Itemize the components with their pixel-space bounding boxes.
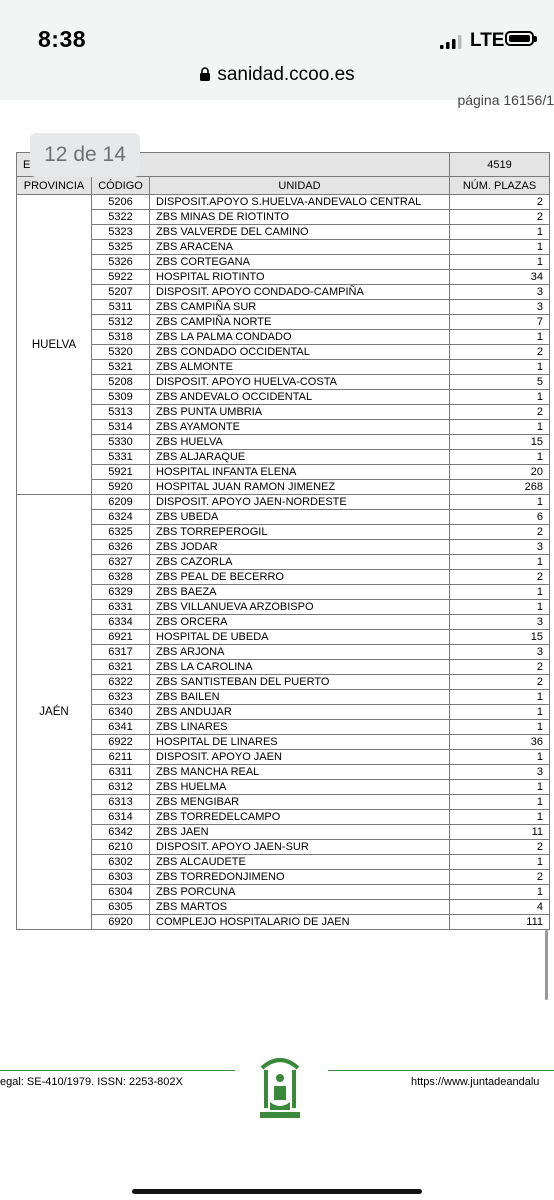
plazas-cell: 15 [450, 630, 550, 645]
table-row [17, 360, 550, 375]
table-row [17, 600, 550, 615]
codigo-cell: 6305 [92, 900, 150, 915]
unidad-cell: ZBS LINARES [150, 720, 450, 735]
codigo-cell: 6328 [92, 570, 150, 585]
provincia-cell: HUELVA [17, 195, 92, 495]
unidad-cell: ZBS SANTISTEBAN DEL PUERTO [150, 675, 450, 690]
plazas-cell: 2 [450, 870, 550, 885]
codigo-cell: 6340 [92, 705, 150, 720]
unidad-cell: ZBS VILLANUEVA ARZOBISPO [150, 600, 450, 615]
unidad-cell: ZBS CAMPIÑA SUR [150, 300, 450, 315]
table-row [17, 675, 550, 690]
home-indicator[interactable] [132, 1189, 422, 1194]
table-row [17, 660, 550, 675]
battery-icon [505, 31, 534, 46]
plazas-cell: 1 [450, 810, 550, 825]
codigo-cell: 6211 [92, 750, 150, 765]
page-header-cutoff: página 16156/1 [457, 92, 554, 108]
unidad-cell: ZBS ANDUJAR [150, 705, 450, 720]
unidad-cell: HOSPITAL DE UBEDA [150, 630, 450, 645]
unidad-cell: ZBS CONDADO OCCIDENTAL [150, 345, 450, 360]
table-row [17, 765, 550, 780]
unidad-cell: ZBS MANCHA REAL [150, 765, 450, 780]
table-row [17, 465, 550, 480]
footer-legal: egal: SE-410/1979. ISSN: 2253-802X [0, 1076, 183, 1088]
table-row [17, 735, 550, 750]
plazas-cell: 11 [450, 825, 550, 840]
unidad-cell: ZBS PORCUNA [150, 885, 450, 900]
plazas-cell: 1 [450, 330, 550, 345]
codigo-cell: 6303 [92, 870, 150, 885]
codigo-cell: 5921 [92, 465, 150, 480]
codigo-cell: 5922 [92, 270, 150, 285]
unidad-cell: ZBS UBEDA [150, 510, 450, 525]
table-row [17, 435, 550, 450]
plazas-cell: 1 [450, 855, 550, 870]
plazas-cell: 3 [450, 285, 550, 300]
table-row [17, 870, 550, 885]
url-text: sanidad.ccoo.es [217, 64, 355, 85]
table-row [17, 480, 550, 495]
junta-andalucia-logo [258, 1056, 302, 1122]
codigo-cell: 5326 [92, 255, 150, 270]
unidad-cell: ZBS CAMPIÑA NORTE [150, 315, 450, 330]
table-row [17, 330, 550, 345]
table-row [17, 915, 550, 930]
col-codigo: CÓDIGO [92, 177, 150, 195]
table-title-cell: E [17, 153, 450, 177]
codigo-cell: 5320 [92, 345, 150, 360]
unidad-cell: ZBS LA CAROLINA [150, 660, 450, 675]
unidad-cell: ZBS ALJARAQUE [150, 450, 450, 465]
table-row [17, 885, 550, 900]
plazas-cell: 1 [450, 690, 550, 705]
plazas-cell: 1 [450, 255, 550, 270]
table-row [17, 555, 550, 570]
codigo-cell: 5208 [92, 375, 150, 390]
unidad-cell: ZBS PUNTA UMBRIA [150, 405, 450, 420]
unidad-cell: ZBS ANDEVALO OCCIDENTAL [150, 390, 450, 405]
unidad-cell: DISPOSIT. APOYO CONDADO-CAMPIÑA [150, 285, 450, 300]
lock-icon [199, 67, 211, 81]
plazas-cell: 1 [450, 420, 550, 435]
plazas-cell: 2 [450, 525, 550, 540]
plazas-cell: 1 [450, 885, 550, 900]
codigo-cell: 5312 [92, 315, 150, 330]
col-plazas: NÚM. PLAZAS [450, 177, 550, 195]
table-row [17, 825, 550, 840]
plazas-table [16, 152, 550, 930]
codigo-cell: 6209 [92, 495, 150, 510]
footer-divider-left [0, 1070, 235, 1071]
table-row [17, 315, 550, 330]
plazas-cell: 3 [450, 765, 550, 780]
plazas-cell: 1 [450, 780, 550, 795]
unidad-cell: HOSPITAL INFANTA ELENA [150, 465, 450, 480]
codigo-cell: 6922 [92, 735, 150, 750]
codigo-cell: 6326 [92, 540, 150, 555]
table-row [17, 750, 550, 765]
unidad-cell: ZBS JAEN [150, 825, 450, 840]
table-row [17, 540, 550, 555]
codigo-cell: 6325 [92, 525, 150, 540]
table-row [17, 855, 550, 870]
unidad-cell: ZBS MINAS DE RIOTINTO [150, 210, 450, 225]
unidad-cell: ZBS HUELVA [150, 435, 450, 450]
plazas-cell: 1 [450, 225, 550, 240]
table-row [17, 210, 550, 225]
codigo-cell: 5314 [92, 420, 150, 435]
plazas-cell: 1 [450, 705, 550, 720]
table-row [17, 645, 550, 660]
unidad-cell: ZBS MENGIBAR [150, 795, 450, 810]
table-row [17, 570, 550, 585]
plazas-cell: 1 [450, 585, 550, 600]
unidad-cell: ZBS ARJONA [150, 645, 450, 660]
table-row [17, 810, 550, 825]
table-row [17, 720, 550, 735]
codigo-cell: 6342 [92, 825, 150, 840]
unidad-cell: ZBS JODAR [150, 540, 450, 555]
unidad-cell: ZBS ALCAUDETE [150, 855, 450, 870]
codigo-cell: 5920 [92, 480, 150, 495]
unidad-cell: ZBS ALMONTE [150, 360, 450, 375]
plazas-cell: 1 [450, 450, 550, 465]
table-row [17, 420, 550, 435]
unidad-cell: HOSPITAL JUAN RAMON JIMENEZ [150, 480, 450, 495]
table-row [17, 255, 550, 270]
plazas-cell: 2 [450, 570, 550, 585]
col-unidad: UNIDAD [150, 177, 450, 195]
footer-url[interactable]: https://www.juntadeandalu [411, 1076, 540, 1088]
table-row [17, 285, 550, 300]
unidad-cell: ZBS AYAMONTE [150, 420, 450, 435]
table-row [17, 225, 550, 240]
status-bar [0, 0, 554, 100]
codigo-cell: 6334 [92, 615, 150, 630]
plazas-cell: 268 [450, 480, 550, 495]
codigo-cell: 6314 [92, 810, 150, 825]
table-row [17, 525, 550, 540]
unidad-cell: HOSPITAL RIOTINTO [150, 270, 450, 285]
codigo-cell: 6920 [92, 915, 150, 930]
plazas-cell: 1 [450, 600, 550, 615]
unidad-cell: ZBS LA PALMA CONDADO [150, 330, 450, 345]
unidad-cell: ZBS HUELMA [150, 780, 450, 795]
plazas-cell: 111 [450, 915, 550, 930]
codigo-cell: 5313 [92, 405, 150, 420]
codigo-cell: 5331 [92, 450, 150, 465]
table-row [17, 900, 550, 915]
plazas-cell: 3 [450, 300, 550, 315]
table-row [17, 390, 550, 405]
table-row [17, 240, 550, 255]
unidad-cell: DISPOSIT. APOYO JAEN-SUR [150, 840, 450, 855]
provincia-cell: JAÉN [17, 495, 92, 930]
plazas-cell: 2 [450, 675, 550, 690]
plazas-cell: 2 [450, 210, 550, 225]
table-row [17, 300, 550, 315]
table-row [17, 375, 550, 390]
table-row [17, 195, 550, 210]
codigo-cell: 6341 [92, 720, 150, 735]
codigo-cell: 5206 [92, 195, 150, 210]
codigo-cell: 5311 [92, 300, 150, 315]
codigo-cell: 5330 [92, 435, 150, 450]
codigo-cell: 6327 [92, 555, 150, 570]
codigo-cell: 5309 [92, 390, 150, 405]
url-bar[interactable] [0, 64, 554, 86]
unidad-cell: ZBS TORREDONJIMENO [150, 870, 450, 885]
unidad-cell: ZBS MARTOS [150, 900, 450, 915]
plazas-cell: 1 [450, 555, 550, 570]
codigo-cell: 6321 [92, 660, 150, 675]
codigo-cell: 6323 [92, 690, 150, 705]
unidad-cell: ZBS TORREDELCAMPO [150, 810, 450, 825]
codigo-cell: 6322 [92, 675, 150, 690]
plazas-cell: 1 [450, 390, 550, 405]
codigo-cell: 5207 [92, 285, 150, 300]
codigo-cell: 6329 [92, 585, 150, 600]
plazas-cell: 6 [450, 510, 550, 525]
plazas-cell: 2 [450, 840, 550, 855]
table-row [17, 585, 550, 600]
unidad-cell: DISPOSIT. APOYO JAEN [150, 750, 450, 765]
codigo-cell: 6921 [92, 630, 150, 645]
col-provincia: PROVINCIA [17, 177, 92, 195]
codigo-cell: 6312 [92, 780, 150, 795]
table-row [17, 780, 550, 795]
unidad-cell: DISPOSIT. APOYO HUELVA-COSTA [150, 375, 450, 390]
table-row [17, 510, 550, 525]
table-row [17, 795, 550, 810]
network-type: LTE [470, 30, 505, 51]
scrollbar[interactable] [545, 930, 548, 1000]
codigo-cell: 5321 [92, 360, 150, 375]
plazas-cell: 1 [450, 720, 550, 735]
codigo-cell: 6311 [92, 765, 150, 780]
table-row [17, 270, 550, 285]
codigo-cell: 6210 [92, 840, 150, 855]
table-row [17, 495, 550, 510]
table-row [17, 840, 550, 855]
table-row [17, 630, 550, 645]
plazas-cell: 3 [450, 645, 550, 660]
plazas-cell: 20 [450, 465, 550, 480]
plazas-cell: 36 [450, 735, 550, 750]
unidad-cell: DISPOSIT. APOYO JAEN-NORDESTE [150, 495, 450, 510]
codigo-cell: 6313 [92, 795, 150, 810]
unidad-cell: ZBS BAILEN [150, 690, 450, 705]
table-row [17, 345, 550, 360]
table-row [17, 450, 550, 465]
footer-divider-right [328, 1070, 554, 1071]
unidad-cell: ZBS BAEZA [150, 585, 450, 600]
unidad-cell: ZBS CAZORLA [150, 555, 450, 570]
pdf-page[interactable] [0, 92, 554, 1200]
codigo-cell: 6302 [92, 855, 150, 870]
total-plazas: 4519 [450, 153, 550, 177]
plazas-cell: 34 [450, 270, 550, 285]
plazas-cell: 4 [450, 900, 550, 915]
unidad-cell: COMPLEJO HOSPITALARIO DE JAEN [150, 915, 450, 930]
plazas-cell: 3 [450, 540, 550, 555]
plazas-cell: 7 [450, 315, 550, 330]
table-row [17, 690, 550, 705]
unidad-cell: ZBS ORCERA [150, 615, 450, 630]
page-indicator: 12 de 14 [30, 133, 140, 177]
unidad-cell: ZBS TORREPEROGIL [150, 525, 450, 540]
unidad-cell: DISPOSIT.APOYO S.HUELVA-ANDEVALO CENTRAL [150, 195, 450, 210]
codigo-cell: 5323 [92, 225, 150, 240]
plazas-cell: 2 [450, 405, 550, 420]
unidad-cell: ZBS ARACENA [150, 240, 450, 255]
plazas-cell: 2 [450, 345, 550, 360]
plazas-cell: 1 [450, 240, 550, 255]
table-row [17, 705, 550, 720]
unidad-cell: HOSPITAL DE LINARES [150, 735, 450, 750]
signal-icon [440, 35, 462, 49]
plazas-cell: 2 [450, 195, 550, 210]
plazas-cell: 1 [450, 795, 550, 810]
codigo-cell: 6304 [92, 885, 150, 900]
codigo-cell: 6331 [92, 600, 150, 615]
unidad-cell: ZBS CORTEGANA [150, 255, 450, 270]
unidad-cell: ZBS VALVERDE DEL CAMINO [150, 225, 450, 240]
plazas-cell: 1 [450, 495, 550, 510]
codigo-cell: 5318 [92, 330, 150, 345]
plazas-cell: 5 [450, 375, 550, 390]
table-row [17, 615, 550, 630]
clock: 8:38 [38, 26, 87, 52]
codigo-cell: 5322 [92, 210, 150, 225]
codigo-cell: 6324 [92, 510, 150, 525]
plazas-cell: 3 [450, 615, 550, 630]
plazas-cell: 2 [450, 660, 550, 675]
plazas-cell: 1 [450, 750, 550, 765]
codigo-cell: 5325 [92, 240, 150, 255]
table-row [17, 405, 550, 420]
codigo-cell: 6317 [92, 645, 150, 660]
plazas-cell: 15 [450, 435, 550, 450]
unidad-cell: ZBS PEAL DE BECERRO [150, 570, 450, 585]
plazas-cell: 1 [450, 360, 550, 375]
